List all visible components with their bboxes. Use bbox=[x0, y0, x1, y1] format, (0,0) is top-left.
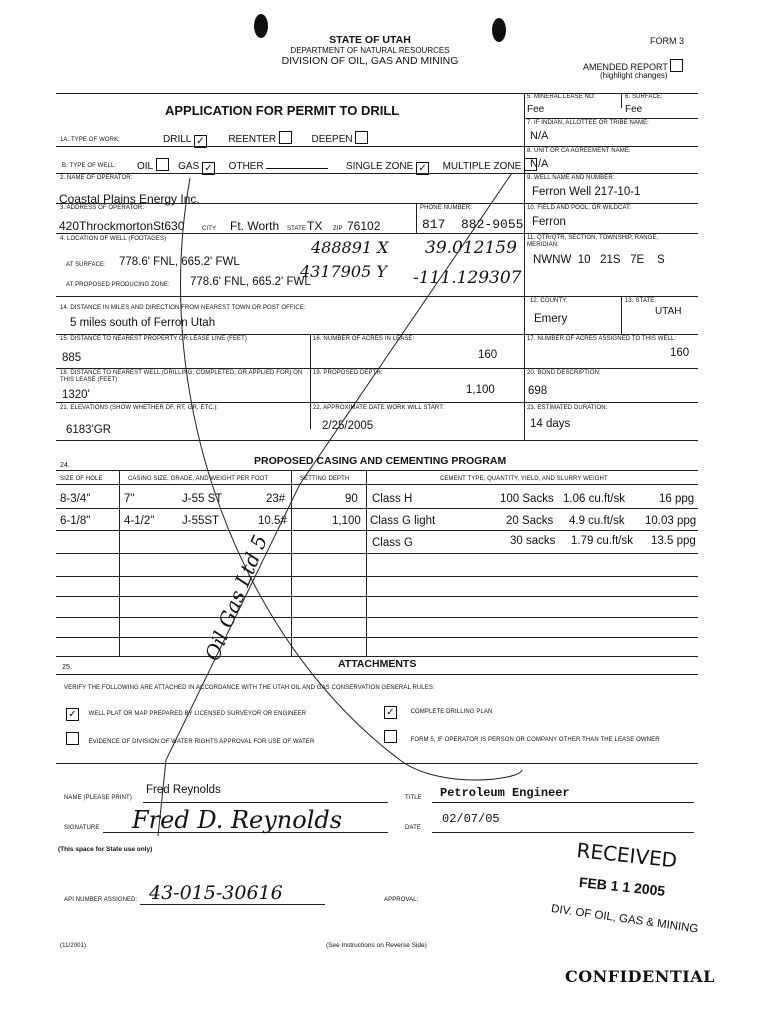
casing-depth-2: 1,100 bbox=[332, 515, 361, 527]
casing-sacks-1: 100 Sacks bbox=[500, 493, 554, 505]
assigned-value: 160 bbox=[670, 347, 690, 359]
form-number: FORM 3 bbox=[650, 36, 685, 46]
distance-town-label: 14. DISTANCE IN MILES AND DIRECTION FROM NEAREST TOWN OR POST OFFICE: bbox=[60, 305, 306, 311]
received-stamp-division: DIV. OF OIL, GAS & MINING bbox=[550, 903, 700, 936]
distance-town-value: 5 miles south of Ferron Utah bbox=[70, 317, 216, 329]
casing-ppg-2: 10.03 ppg bbox=[645, 515, 697, 527]
signature-label: SIGNATURE bbox=[64, 825, 100, 831]
operator-label: 2. NAME OF OPERATOR: bbox=[60, 175, 133, 181]
received-stamp-title: RECEIVED bbox=[575, 838, 679, 873]
depth-value: 1,100 bbox=[466, 384, 495, 396]
state-abbr-label: STATE bbox=[287, 226, 306, 232]
margin-handwritten-note: Oil Gas Ltd 5 bbox=[200, 531, 273, 664]
address-label: 3. ADDRESS OF OPERATOR: bbox=[60, 205, 145, 211]
casing-depth-1: 90 bbox=[345, 493, 358, 505]
casing-title: PROPOSED CASING AND CEMENTING PROGRAM bbox=[254, 455, 507, 467]
drilling-plan-label: COMPLETE DRILLING PLAN bbox=[410, 709, 493, 715]
casing-num: 24. bbox=[60, 462, 71, 469]
header-cement: CEMENT TYPE, QUANTITY, YIELD, AND SLURRY WEIGHT bbox=[440, 476, 608, 482]
hw-latitude: 39.012159 bbox=[425, 238, 517, 258]
depth-label: 19. PROPOSED DEPTH: bbox=[313, 370, 383, 376]
drilling-plan-checkbox[interactable]: ✓ bbox=[384, 706, 397, 719]
division-title: DIVISION OF OIL, GAS AND MINING bbox=[281, 55, 459, 67]
city-label: CITY bbox=[202, 226, 217, 232]
confidential-stamp: CONFIDENTIAL bbox=[565, 967, 715, 986]
form-date: (11/2001) bbox=[60, 943, 87, 949]
row18-value: 1320' bbox=[62, 389, 90, 401]
attachments-num: 25. bbox=[62, 664, 73, 671]
row15-value: 885 bbox=[62, 352, 82, 364]
casing-sacks-3: 30 sacks bbox=[510, 535, 556, 547]
producing-zone-label: AT PROPOSED PRODUCING ZONE: bbox=[66, 282, 170, 288]
row18-label: 18. DISTANCE TO NEAREST WELL (DRILLING, COMPLETED, OR APPLIED FOR) ON THIS LEASE (FEET) bbox=[60, 370, 303, 383]
address-zip: 76102 bbox=[347, 219, 381, 233]
casing-ppg-3: 13.5 ppg bbox=[651, 535, 696, 547]
form-title: APPLICATION FOR PERMIT TO DRILL bbox=[165, 103, 400, 118]
date-value: 02/07/05 bbox=[442, 812, 500, 826]
mineral-lease-value: Fee bbox=[527, 104, 545, 115]
pen-stroke-diagonal bbox=[158, 173, 512, 836]
surface-label: 6. SURFACE: bbox=[625, 94, 663, 100]
oil-label: OIL bbox=[137, 161, 153, 172]
casing-sacks-2: 20 Sacks bbox=[506, 515, 554, 527]
header-depth: SETTING DEPTH bbox=[300, 476, 350, 482]
amended-label: AMENDED REPORT bbox=[583, 62, 668, 72]
gas-checkbox[interactable]: ✓ bbox=[202, 162, 215, 175]
duration-value: 14 days bbox=[530, 418, 571, 430]
state-use-note: (This space for State use only) bbox=[58, 846, 153, 853]
county-value: Emery bbox=[534, 313, 568, 325]
form5-label: FORM 5, IF OPERATOR IS PERSON OR COMPANY OTHER THAN THE LEASE OWNER bbox=[410, 737, 660, 743]
well-plat-label: WELL PLAT OR MAP PREPARED BY LICENSED SURVEYOR OR ENGINEER bbox=[88, 711, 307, 717]
api-value: 43-015-30616 bbox=[149, 882, 283, 904]
bond-value: 698 bbox=[528, 385, 548, 397]
casing-cement-3: Class G bbox=[372, 537, 413, 549]
casing-grade-2: J-55ST bbox=[182, 515, 220, 527]
acres-label: 16. NUMBER OF ACRES IN LEASE: bbox=[313, 336, 415, 342]
county-label: 12. COUNTY: bbox=[530, 298, 568, 304]
casing-weight-2: 10.5# bbox=[258, 515, 287, 527]
header-casing: CASING SIZE, GRADE, AND WEIGHT PER FOOT bbox=[128, 476, 269, 482]
state-title: STATE OF UTAH bbox=[329, 34, 411, 46]
unit-label: 8. UNIT OR CA AGREEMENT NAME: bbox=[527, 148, 631, 154]
start-date-value: 2/25/2005 bbox=[322, 420, 374, 432]
duration-label: 23. ESTIMATED DURATION: bbox=[527, 405, 608, 411]
casing-weight-1: 23# bbox=[266, 493, 286, 505]
row21-label: 21. ELEVATIONS (SHOW WHETHER DF, RT, GR, ETC.): bbox=[60, 405, 219, 411]
hw-longitude: -111.129307 bbox=[413, 268, 522, 288]
type-of-work-label: 1A. TYPE OF WORK: bbox=[60, 137, 120, 143]
drill-label: DRILL bbox=[163, 134, 191, 145]
casing-yield-1: 1.06 cu.ft/sk bbox=[563, 493, 626, 505]
producing-zone-value: 778.6' FNL, 665.2' FWL bbox=[190, 276, 311, 288]
department-title: DEPARTMENT OF NATURAL RESOURCES bbox=[290, 46, 450, 55]
at-surface-value: 778.6' FNL, 665.2' FWL bbox=[119, 256, 240, 268]
indian-value: N/A bbox=[530, 130, 549, 142]
drill-checkbox[interactable]: ✓ bbox=[194, 135, 207, 148]
indian-label: 7. IF INDIAN, ALLOTTEE OR TRIBE NAME: bbox=[527, 120, 649, 126]
header-hole: SIZE OF HOLE bbox=[60, 476, 103, 482]
casing-ppg-1: 16 ppg bbox=[659, 493, 695, 505]
name-label: NAME (PLEASE PRINT) bbox=[64, 795, 132, 801]
hw-utm-x: 488891 X bbox=[311, 238, 389, 257]
deepen-label: DEEPEN bbox=[311, 134, 353, 145]
hw-utm-y: 4317905 Y bbox=[300, 262, 387, 281]
casing-grade-1: J-55 ST bbox=[182, 493, 223, 505]
single-zone-checkbox[interactable]: ✓ bbox=[416, 162, 429, 175]
address-state: TX bbox=[307, 219, 323, 233]
state-label: 13. STATE: bbox=[625, 298, 657, 304]
start-date-label: 22. APPROXIMATE DATE WORK WILL START: bbox=[313, 405, 445, 411]
mineral-lease-label: 5. MINERAL LEASE NO: bbox=[527, 94, 596, 100]
location-label: 4. LOCATION OF WELL (FOOTAGES) bbox=[60, 236, 167, 242]
surface-value: Fee bbox=[625, 104, 643, 115]
well-plat-checkbox[interactable]: ✓ bbox=[66, 708, 79, 721]
zip-label: ZIP bbox=[333, 226, 343, 232]
casing-hole-1: 8-3/4" bbox=[60, 493, 91, 505]
reenter-label: REENTER bbox=[228, 134, 277, 145]
api-label: API NUMBER ASSIGNED: bbox=[64, 897, 138, 903]
attachments-verify: VERIFY THE FOLLOWING ARE ATTACHED IN ACCORDANCE WITH THE UTAH OIL AND GAS CONSERVATION GENERAL RULES: bbox=[64, 685, 435, 691]
type-of-well-label: B. TYPE OF WELL: bbox=[62, 163, 117, 169]
received-stamp-date: FEB 1 1 2005 bbox=[578, 874, 666, 899]
phone-value: 817 882-9055 bbox=[422, 217, 524, 232]
well-value: Ferron Well 217-10-1 bbox=[532, 186, 641, 198]
casing-cement-2: Class G light bbox=[370, 515, 436, 527]
operator-value: Coastal Plains Energy Inc. bbox=[59, 192, 200, 206]
qtr-value: NWNW 10 21S 7E S bbox=[533, 254, 665, 266]
casing-yield-3: 1.79 cu.ft/sk bbox=[571, 535, 634, 547]
at-surface-label: AT SURFACE: bbox=[66, 262, 106, 268]
unit-value: N/A bbox=[530, 158, 549, 170]
multiple-zone-label: MULTIPLE ZONE bbox=[442, 161, 522, 172]
casing-size-2: 4-1/2" bbox=[124, 515, 155, 527]
signature-value: Fred D. Reynolds bbox=[132, 806, 343, 834]
casing-size-1: 7" bbox=[124, 493, 135, 505]
title-label: TITLE bbox=[405, 795, 422, 801]
single-zone-label: SINGLE ZONE bbox=[346, 161, 414, 172]
other-label: OTHER bbox=[228, 161, 264, 172]
casing-yield-2: 4.9 cu.ft/sk bbox=[569, 515, 625, 527]
address-city: Ft. Worth bbox=[230, 219, 280, 233]
approval-label: APPROVAL: bbox=[384, 897, 419, 903]
water-rights-label: EVIDENCE OF DIVISION OF WATER RIGHTS APPROVAL FOR USE OF WATER bbox=[88, 739, 315, 745]
title-value: Petroleum Engineer bbox=[440, 786, 570, 800]
casing-hole-2: 6-1/8" bbox=[60, 515, 91, 527]
address-street: 420ThrockmortonSt630 bbox=[59, 219, 185, 233]
instructions-note: (See Instructions on Reverse Side) bbox=[326, 942, 427, 949]
casing-cement-1: Class H bbox=[372, 493, 413, 505]
amended-note: (highlight changes) bbox=[600, 71, 668, 80]
row15-label: 15. DISTANCE TO NEAREST PROPERTY OR LEASE LINE (FEET) bbox=[60, 336, 248, 342]
name-value: Fred Reynolds bbox=[146, 784, 221, 796]
field-value: Ferron bbox=[532, 216, 566, 228]
qtr-label: 11. QTR/QTR, SECTION, TOWNSHIP, RANGE, MERIDIAN: bbox=[527, 235, 659, 248]
state-value: UTAH bbox=[655, 306, 682, 317]
assigned-label: 17. NUMBER OF ACRES ASSIGNED TO THIS WELL: bbox=[527, 336, 677, 342]
well-label: 9. WELL NAME AND NUMBER: bbox=[527, 175, 615, 181]
phone-label: PHONE NUMBER: bbox=[420, 205, 472, 211]
attachments-title: ATTACHMENTS bbox=[338, 658, 417, 670]
field-label: 10. FIELD AND POOL, OR WILDCAT: bbox=[527, 205, 632, 211]
acres-value: 160 bbox=[478, 349, 498, 361]
bond-label: 20. BOND DESCRIPTION: bbox=[527, 370, 601, 376]
date-label: DATE bbox=[405, 825, 421, 831]
pen-stroke-curve bbox=[181, 178, 522, 780]
gas-label: GAS bbox=[178, 161, 200, 172]
row21-value: 6183'GR bbox=[66, 424, 112, 436]
